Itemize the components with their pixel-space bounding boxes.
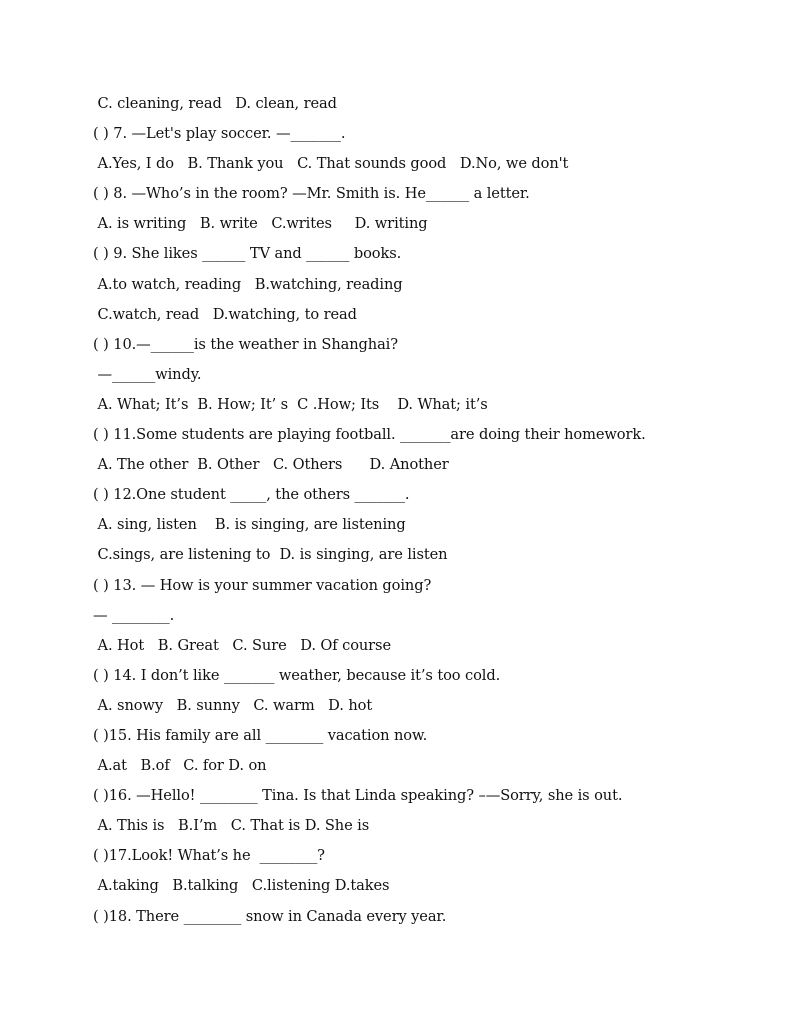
question-line: ( )18. There ________ snow in Canada every year. xyxy=(93,907,447,925)
option-line: A. Hot B. Great C. Sure D. Of course xyxy=(93,636,391,654)
question-line: ( ) 8. —Who’s in the room? —Mr. Smith is. He______ a letter. xyxy=(93,185,530,203)
option-line: A.taking B.talking C.listening D.takes xyxy=(93,877,390,895)
option-line: A.at B.of C. for D. on xyxy=(93,757,267,775)
question-line: ( ) 10.—______is the weather in Shanghai? xyxy=(93,335,398,353)
option-line: A. sing, listen B. is singing, are listening xyxy=(93,516,406,534)
option-line: C.watch, read D.watching, to read xyxy=(93,305,357,323)
option-line: C.sings, are listening to D. is singing, are listen xyxy=(93,546,448,564)
option-line: A. is writing B. write C.writes D. writing xyxy=(93,215,428,233)
option-line: A.to watch, reading B.watching, reading xyxy=(93,275,403,293)
question-line: ( ) 13. — How is your summer vacation going? xyxy=(93,576,432,594)
question-line: ( )15. His family are all ________ vacation now. xyxy=(93,726,428,744)
question-line: ( ) 11.Some students are playing football. _______are doing their homework. xyxy=(93,426,646,444)
question-line: ( ) 9. She likes ______ TV and ______ books. xyxy=(93,245,402,263)
question-line: ( ) 7. —Let's play soccer. —_______. xyxy=(93,125,346,143)
question-line: ( )16. —Hello! ________ Tina. Is that Linda speaking? –—Sorry, she is out. xyxy=(93,787,623,805)
question-list xyxy=(93,92,753,935)
question-line: ( ) 12.One student _____, the others _______. xyxy=(93,486,410,504)
option-line: A. What; It’s B. How; It’ s C .How; Its D. What; it’s xyxy=(93,395,488,413)
option-line: A. The other B. Other C. Others D. Another xyxy=(93,456,449,474)
option-line: C. cleaning, read D. clean, read xyxy=(93,95,337,112)
question-line: —______windy. xyxy=(93,365,202,383)
question-line: ( ) 14. I don’t like _______ weather, because it’s too cold. xyxy=(93,666,501,684)
question-line: ( )17.Look! What’s he ________? xyxy=(93,847,325,865)
option-line: A. snowy B. sunny C. warm D. hot xyxy=(93,696,373,714)
question-line: — ________. xyxy=(93,606,175,624)
option-line: A.Yes, I do B. Thank you C. That sounds good D.No, we don't xyxy=(93,155,569,173)
option-line: A. This is B.I’m C. That is D. She is xyxy=(93,817,370,835)
